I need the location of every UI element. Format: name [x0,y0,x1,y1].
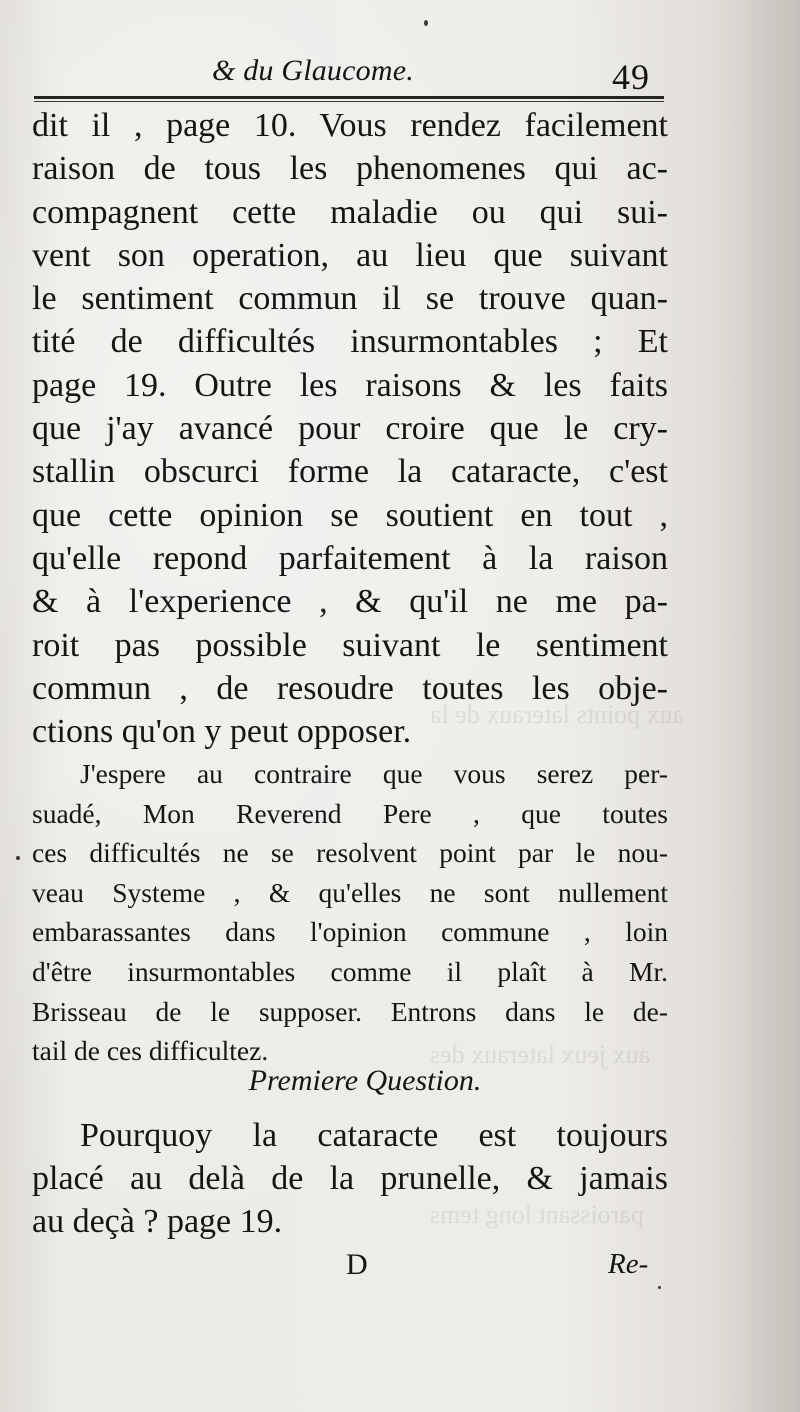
ink-speck [658,1286,661,1289]
page-number: 49 [612,57,650,97]
show-through-text: aux jeux lateraux des [430,1040,651,1069]
section-heading [0,1064,800,1098]
ink-speck [16,856,20,860]
section-heading-text: Premiere Question. [248,1064,482,1097]
header-rule-thin [34,101,664,102]
text-line: qu'elle repond parfaitement à la raison [32,539,668,577]
paragraph-1 [32,104,668,753]
header-rule [34,96,664,99]
text-line: Pourquoy la cataracte est toujours [80,1117,668,1154]
text-line: dit il , page 10. Vous rendez facilement [32,107,668,144]
text-line: que j'ay avancé pour croire que le cry- [32,410,668,448]
text-line: suadé, Mon Reverend Pere , que toutes [32,797,668,829]
text-line: tité de difficultés insurmontables ; Et [32,323,668,361]
text-line: compagnent cette maladie ou qui sui- [32,193,668,231]
text-line: raison de tous les phenomenes qui ac- [32,150,668,188]
text-line: veau Systeme , & qu'elles ne sont nullement [32,876,668,908]
text-line: que cette opinion se soutient en tout , [32,496,668,534]
show-through-text: aux points lateraux de la [430,700,685,729]
text-line: ces difficultés ne se resolvent point par le nou- [32,837,668,869]
running-title: & du Glaucome. [212,54,414,87]
ink-speck [424,20,428,26]
signature-mark: D [346,1248,368,1281]
catchword: Re- [608,1248,649,1280]
text-line: embarassantes dans l'opinion commune , loin [32,916,668,948]
text-line: au deçà ? page 19. [32,1203,283,1240]
text-line: vent son operation, au lieu que suivant [32,236,668,274]
text-line: tail de ces difficultez. [32,1035,269,1067]
text-line: placé au delà de la prunelle, & jamais [32,1160,668,1197]
text-line: & à l'experience , & qu'il ne me pa- [32,583,668,621]
page-edge-shadow [710,0,800,1412]
text-line: J'espere au contraire que vous serez per- [80,758,668,789]
paragraph-3 [32,1114,668,1243]
text-line: Brisseau de le supposer. Entrons dans le de- [32,995,668,1027]
text-line: d'être insurmontables comme il plaît à Mr. [32,955,668,987]
text-line: stallin obscurci forme la cataracte, c'est [32,453,668,491]
text-line: page 19. Outre les raisons & les faits [32,366,668,404]
paragraph-2 [32,754,668,1071]
show-through-text: paroissant long tems [430,1200,644,1229]
text-line: commun , de resoudre toutes les obje- [32,669,668,707]
text-line: le sentiment commun il se trouve quan- [32,280,668,318]
text-line: roit pas possible suivant le sentiment [32,626,668,664]
text-line: ctions qu'on y peut opposer. [32,713,412,751]
